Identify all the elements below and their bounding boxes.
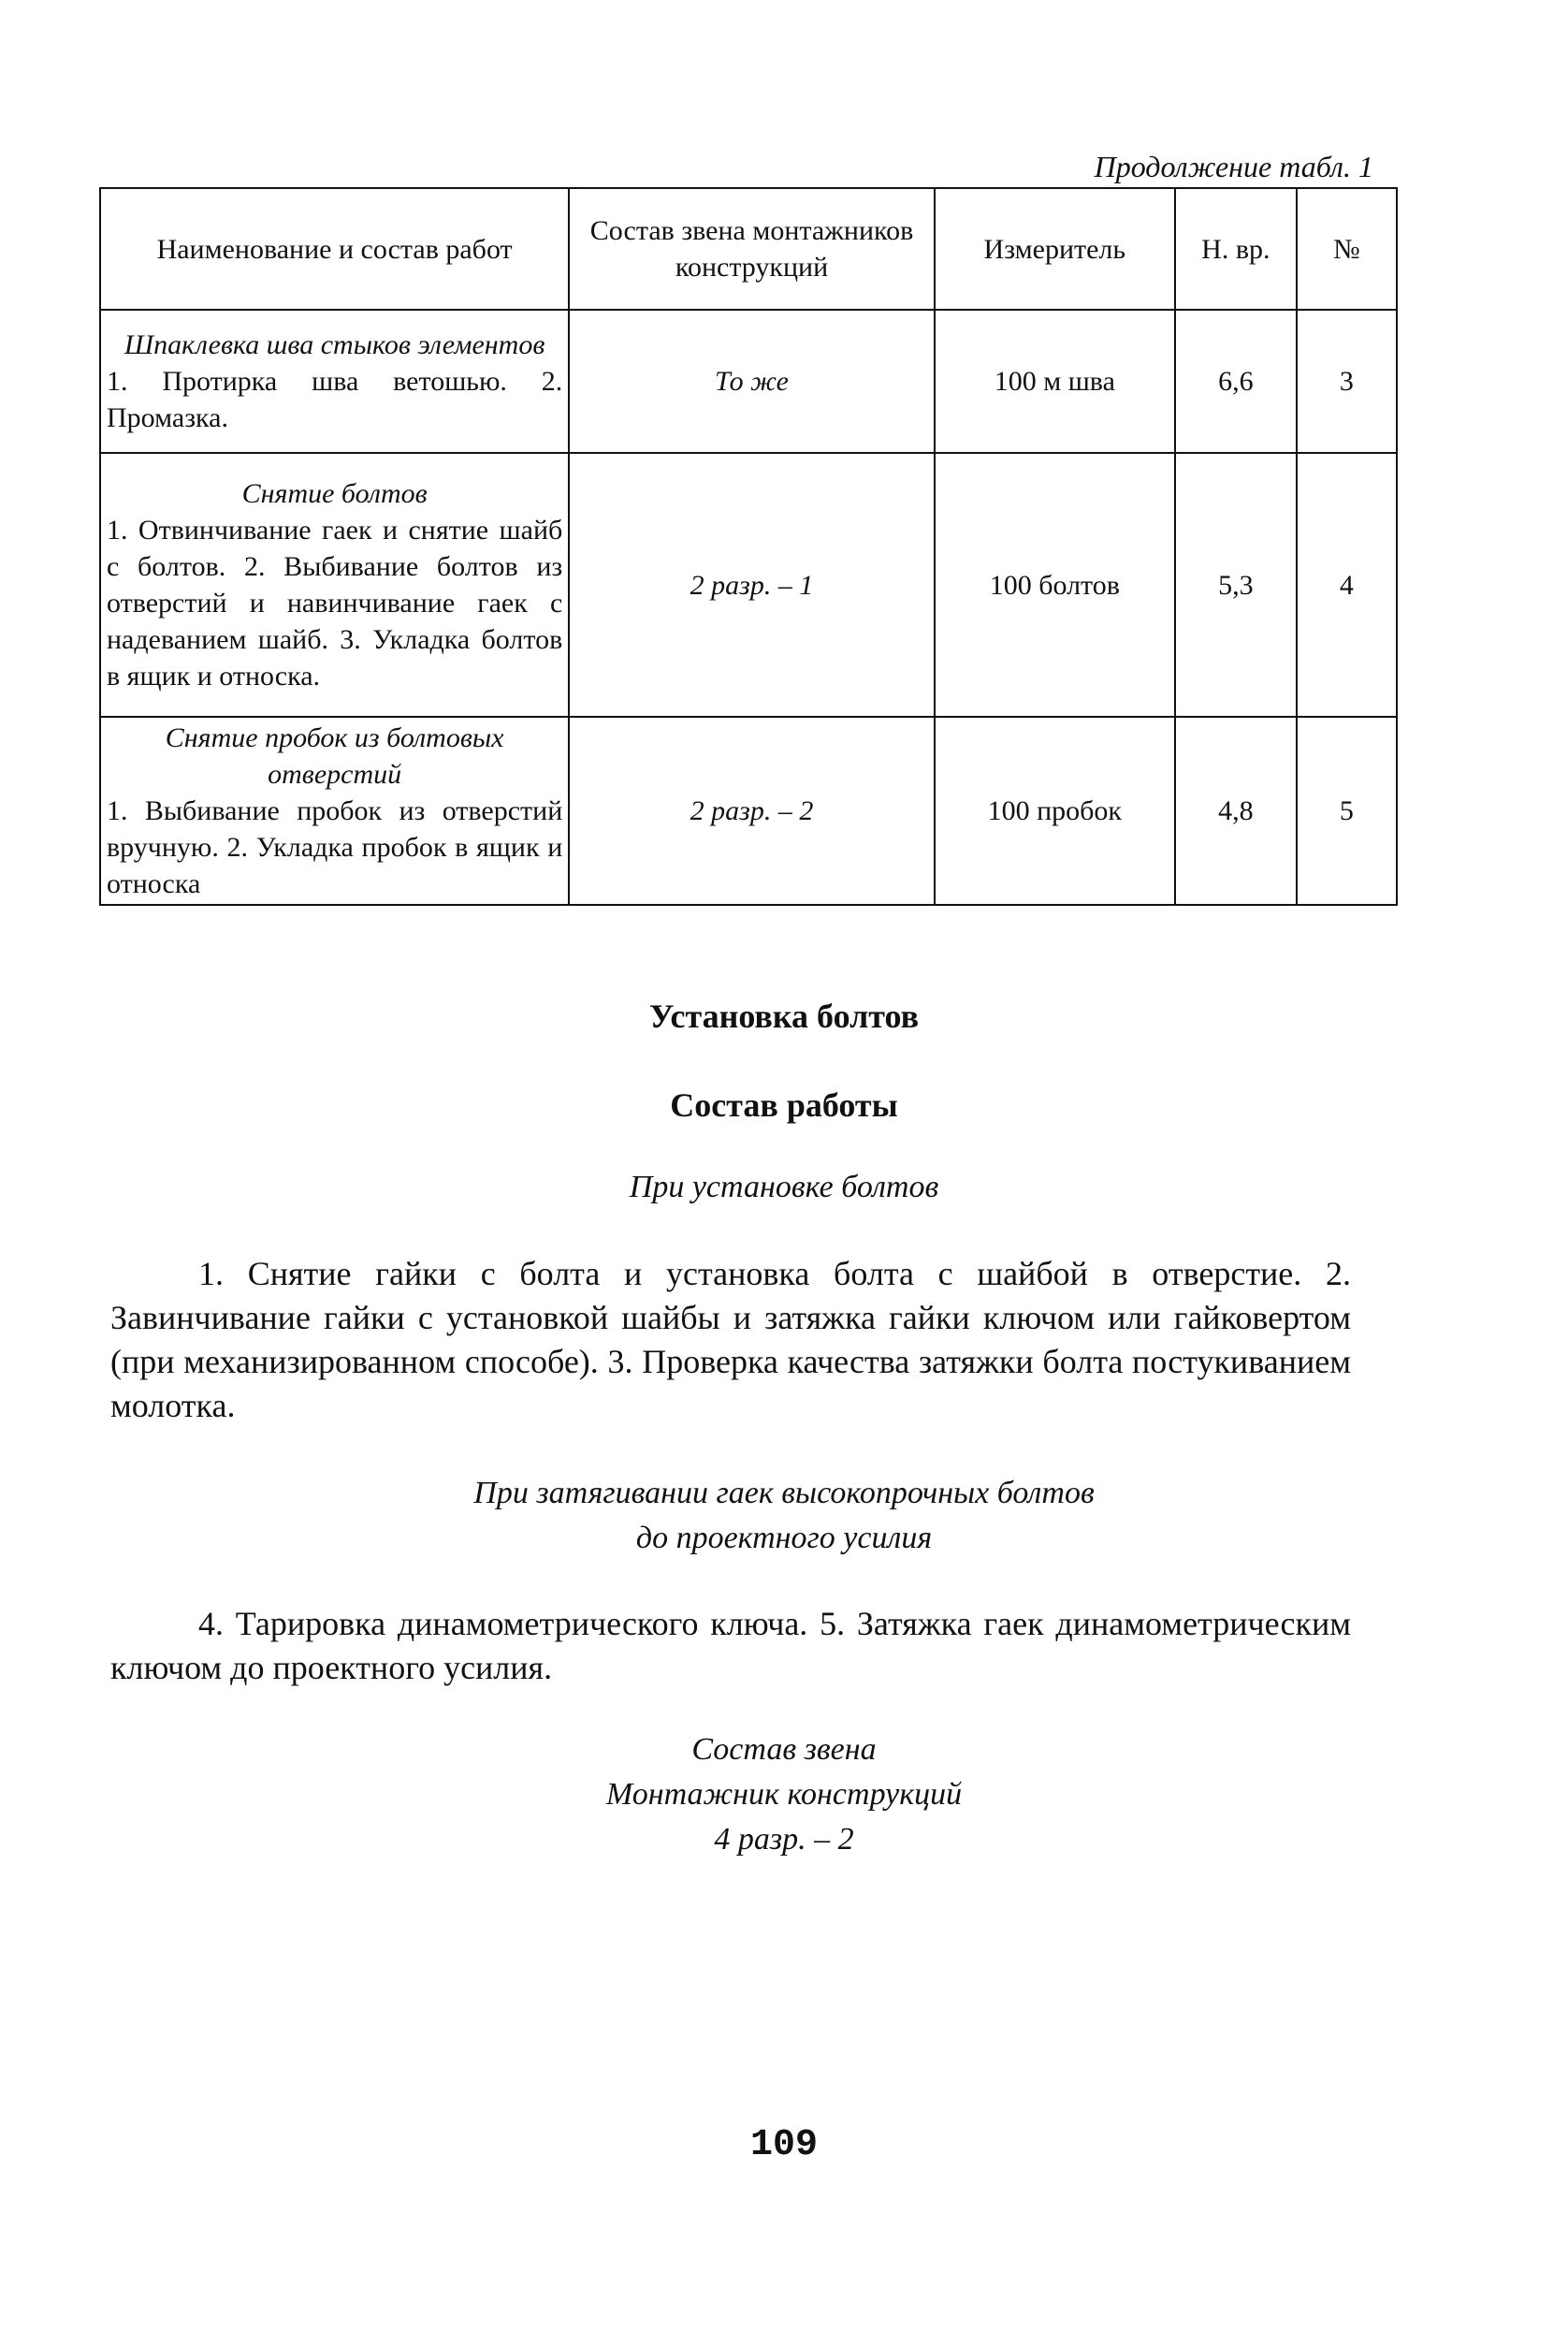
install-heading [0, 1165, 1568, 1210]
work-title: Снятие пробок из болтовых отверстий [165, 722, 504, 790]
work-title: Снятие болтов [241, 478, 428, 509]
header-crew: Состав звена монтажников конструкций [569, 188, 935, 310]
cell-work [100, 453, 569, 717]
cell-num: 4 [1297, 453, 1397, 717]
header-unit: Измеритель [935, 188, 1175, 310]
cell-norm: 5,3 [1175, 453, 1297, 717]
work-norms-table [99, 187, 1398, 906]
tighten-heading-line2: до проектного усилия [635, 1521, 933, 1555]
cell-crew: 2 разр. – 2 [569, 717, 935, 905]
crew-heading: Состав звена [691, 1732, 877, 1767]
cell-work [100, 310, 569, 453]
section-subtitle: Состав работы [670, 1086, 898, 1124]
work-title: Шпаклевка шва стыков элементов [123, 329, 545, 360]
crew-block [0, 1727, 1568, 1862]
cell-work [100, 717, 569, 905]
header-num: № [1297, 188, 1397, 310]
page-number: 109 [749, 2124, 818, 2166]
table-row [100, 310, 1397, 453]
table-continuation-label: Продолжение табл. 1 [1094, 150, 1373, 183]
section-title: Установка болтов [648, 998, 920, 1035]
table-header-row [100, 188, 1397, 310]
install-paragraph: 1. Снятие гайки с болта и установка болта с шайбой в отверстие. 2. Завинчивание гайки с установкой шайбы и затяжка гайки ключом или гайковертом (при механизированном способе). 3. Проверка качества затяжки болта постукиванием молотка. [110, 1255, 1351, 1424]
cell-crew: То же [569, 310, 935, 453]
work-steps: 1. Протирка шва ветошью. 2. Промазка. [107, 366, 563, 433]
crew-grade: 4 разр. – 2 [714, 1822, 854, 1857]
cell-unit: 100 пробок [935, 717, 1175, 905]
header-work: Наименование и состав работ [100, 188, 569, 310]
cell-num: 3 [1297, 310, 1397, 453]
crew-role: Монтажник конструкций [605, 1777, 963, 1812]
header-norm: Н. вр. [1175, 188, 1297, 310]
cell-unit: 100 болтов [935, 453, 1175, 717]
cell-num: 5 [1297, 717, 1397, 905]
table-row [100, 717, 1397, 905]
cell-norm: 4,8 [1175, 717, 1297, 905]
tighten-heading-line1: При затягивании гаек высокопрочных болтов [473, 1476, 1095, 1510]
work-steps: 1. Отвинчивание гаек и снятие шайб с болтов. 2. Выбивание болтов из отверстий и навинчивание гаек с надеванием шайб. 3. Укладка болтов в ящик и относка. [107, 515, 563, 692]
cell-norm: 6,6 [1175, 310, 1297, 453]
tighten-heading [0, 1471, 1568, 1561]
tighten-paragraph: 4. Тарировка динамометрического ключа. 5. Затяжка гаек динамометрическим ключом до проектного усилия. [110, 1605, 1351, 1686]
work-steps: 1. Выбивание пробок из отверстий вручную. 2. Укладка пробок в ящик и относка [107, 795, 563, 899]
cell-unit: 100 м шва [935, 310, 1175, 453]
cell-crew: 2 разр. – 1 [569, 453, 935, 717]
table-row [100, 453, 1397, 717]
install-heading-text: При установке болтов [629, 1170, 939, 1204]
